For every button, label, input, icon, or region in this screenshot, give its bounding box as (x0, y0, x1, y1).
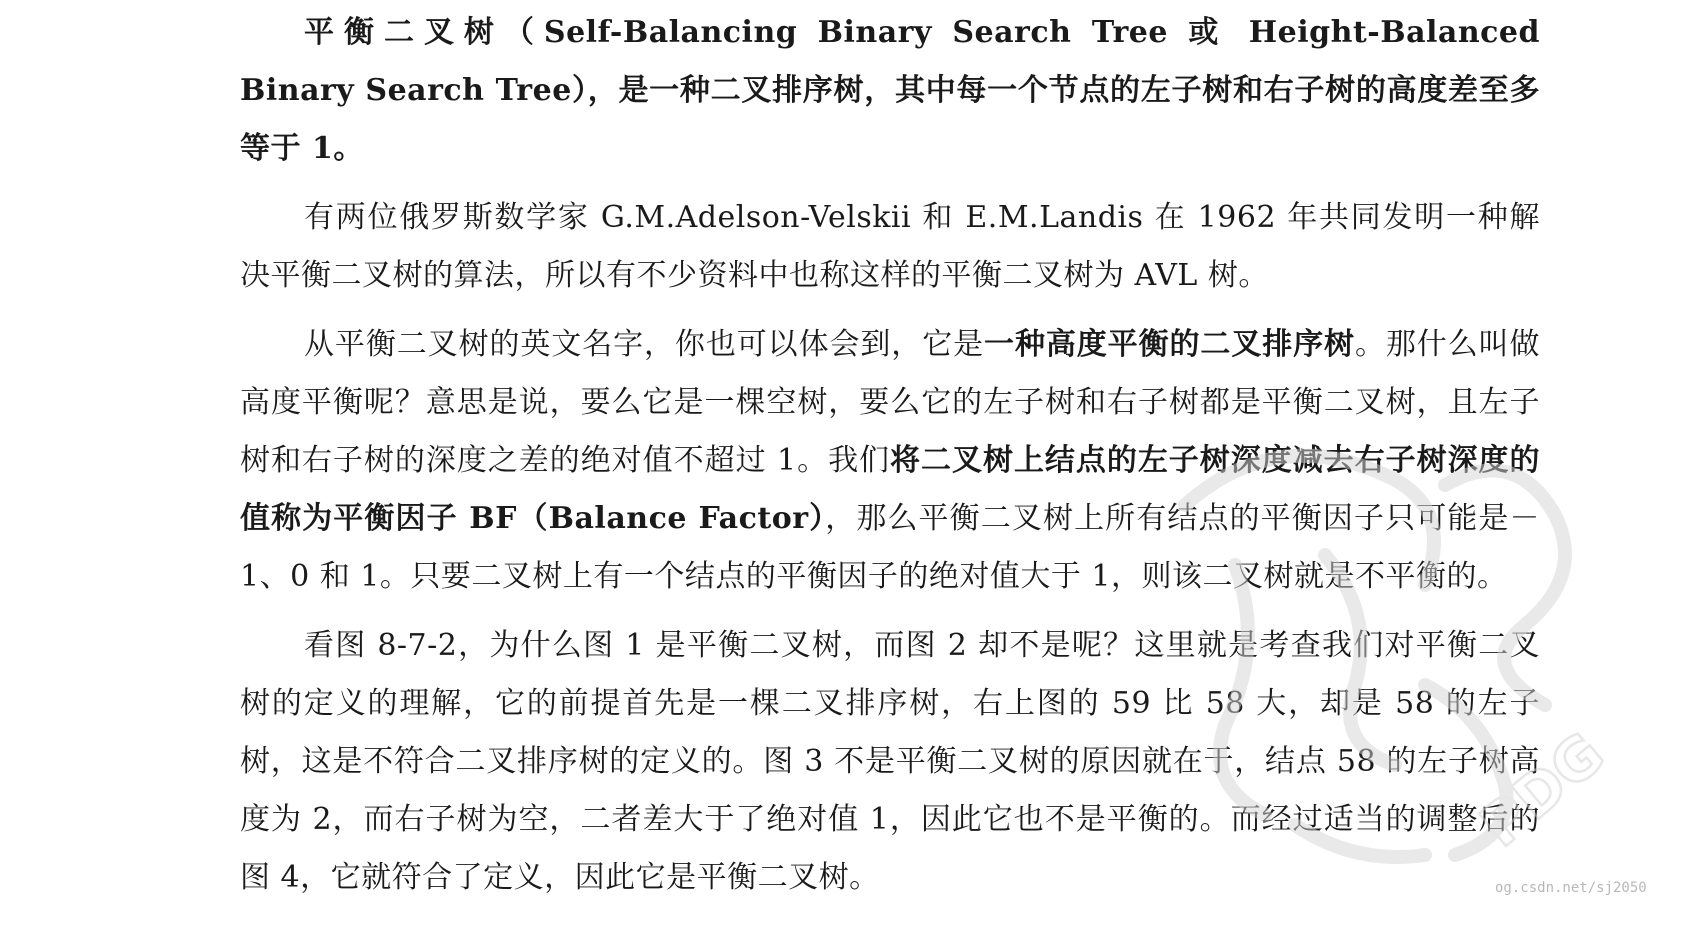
definition-text: 平衡二叉树（Self-Balancing Binary Search Tree 或 Height-Balanced Binary Search Tree），是一种二叉排序树，其中每一个节点的左子树和右子树的高度差至多等于 1。 (240, 15, 1540, 166)
balance-text-4-bold: 将二叉树上结点的左子树深度减去右子树深度的值称为平衡因子 BF（Balance Factor） (240, 443, 1541, 536)
balance-text-1: 从平衡二叉树的英文名字，你也可以体会到，它是 (304, 327, 985, 362)
paragraph-figure-explanation (240, 617, 1540, 907)
text-body (240, 4, 1540, 907)
paragraph-history (240, 189, 1540, 305)
watermark-label: PDG (1467, 719, 1617, 861)
balance-text-2-bold: 一种高度平衡的二叉排序树 (984, 327, 1355, 362)
history-text: 有两位俄罗斯数学家 G.M.Adelson-Velskii 和 E.M.Landis 在 1962 年共同发明一种解决平衡二叉树的算法，所以有不少资料中也称这样的平衡二叉树为 AVL 树。 (240, 200, 1540, 293)
source-url: og.csdn.net/sj2050 (1495, 880, 1647, 896)
paragraph-balance-factor (240, 316, 1540, 606)
balance-text-5: ，那么平衡二叉树上所有结点的平衡因子只可能是－1、0 和 1。只要二叉树上有一个结点的平衡因子的绝对值大于 1，则该二叉树就是不平衡的。 (240, 501, 1541, 594)
paragraph-definition (240, 4, 1540, 178)
balance-text-3: 。那什么叫做高度平衡呢？意思是说，要么它是一棵空树，要么它的左子树和右子树都是平衡二叉树，且左子树和右子树的深度之差的绝对值不超过 1。我们 (240, 327, 1541, 478)
figure-explanation-text: 看图 8-7-2，为什么图 1 是平衡二叉树，而图 2 却不是呢？这里就是考查我们对平衡二叉树的定义的理解，它的前提首先是一棵二叉排序树，右上图的 59 比 58 大，却是 58 的左子树，这是不符合二叉排序树的定义的。图 3 不是平衡二叉树的原因就在于，结点 58 的左子树高度为 2，而右子树为空，二者差大于了绝对值 1，因此它也不是平衡的。而经过适当的调整后的图 4，它就符合了定义，因此它是平衡二叉树。 (240, 628, 1540, 895)
